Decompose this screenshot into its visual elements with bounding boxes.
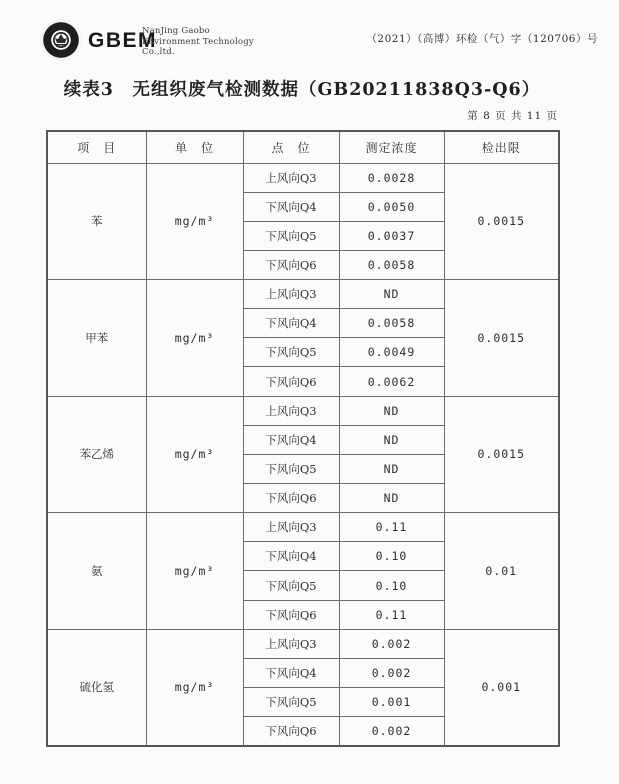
point-cell: 下风向Q5 (243, 338, 339, 367)
limit-cell: 0.0015 (444, 396, 559, 513)
table-row (47, 396, 559, 425)
unit-cell: mg/m³ (146, 280, 243, 397)
item-cell: 苯乙烯 (47, 396, 146, 513)
table-group-hydrogen-sulfide (47, 629, 559, 746)
document-number: （2021）（高博）环检（气）字（120706）号 (366, 33, 598, 45)
point-cell: 下风向Q6 (243, 484, 339, 513)
unit-cell: mg/m³ (146, 629, 243, 746)
value-cell: 0.10 (339, 542, 444, 571)
point-cell: 下风向Q4 (243, 658, 339, 687)
value-cell: ND (339, 484, 444, 513)
point-cell: 下风向Q4 (243, 192, 339, 221)
table-row (47, 280, 559, 309)
page-number: 第 8 页 共 11 页 (467, 110, 558, 122)
logo-text: GBEM (88, 29, 157, 52)
company-name-line: Environment Technology (142, 36, 254, 47)
value-cell: 0.002 (339, 629, 444, 658)
point-cell: 下风向Q5 (243, 221, 339, 250)
point-cell: 下风向Q6 (243, 600, 339, 629)
point-cell: 下风向Q4 (243, 425, 339, 454)
value-cell: ND (339, 454, 444, 483)
header-detection-limit: 检出限 (444, 131, 559, 163)
value-cell: 0.11 (339, 600, 444, 629)
limit-cell: 0.001 (444, 629, 559, 746)
point-cell: 下风向Q4 (243, 309, 339, 338)
point-cell: 上风向Q3 (243, 396, 339, 425)
value-cell: 0.0037 (339, 221, 444, 250)
point-cell: 下风向Q4 (243, 542, 339, 571)
value-cell: 0.0058 (339, 309, 444, 338)
header-point: 点 位 (243, 131, 339, 163)
value-cell: ND (339, 425, 444, 454)
value-cell: ND (339, 396, 444, 425)
header-unit: 单 位 (146, 131, 243, 163)
item-cell: 甲苯 (47, 280, 146, 397)
point-cell: 下风向Q6 (243, 717, 339, 746)
value-cell: 0.001 (339, 688, 444, 717)
value-cell: 0.11 (339, 513, 444, 542)
value-cell: 0.002 (339, 717, 444, 746)
point-cell: 上风向Q3 (243, 513, 339, 542)
limit-cell: 0.0015 (444, 280, 559, 397)
point-cell: 上风向Q3 (243, 629, 339, 658)
value-cell: 0.0058 (339, 250, 444, 279)
value-cell: 0.002 (339, 658, 444, 687)
point-cell: 上风向Q3 (243, 163, 339, 192)
point-cell: 下风向Q5 (243, 571, 339, 600)
unit-cell: mg/m³ (146, 396, 243, 513)
point-cell: 下风向Q5 (243, 688, 339, 717)
unit-cell: mg/m³ (146, 513, 243, 630)
table-header-row (47, 131, 559, 163)
table-row (47, 629, 559, 658)
header-item: 项 目 (47, 131, 146, 163)
point-cell: 下风向Q6 (243, 367, 339, 396)
header-concentration: 测定浓度 (339, 131, 444, 163)
limit-cell: 0.01 (444, 513, 559, 630)
seal-emblem-icon (53, 32, 69, 48)
value-cell: 0.0062 (339, 367, 444, 396)
company-seal-icon (40, 19, 82, 61)
item-cell: 苯 (47, 163, 146, 280)
unit-cell: mg/m³ (146, 163, 243, 280)
value-cell: 0.0028 (339, 163, 444, 192)
measurement-table (46, 130, 560, 747)
table-group-ammonia (47, 513, 559, 630)
value-cell: 0.0049 (339, 338, 444, 367)
value-cell: 0.0050 (339, 192, 444, 221)
table-row (47, 513, 559, 542)
company-name-line: Co.,ltd. (142, 47, 175, 57)
company-name-line: NanJing Gaobo (142, 26, 210, 36)
table-group-styrene (47, 396, 559, 513)
table-group-toluene (47, 280, 559, 397)
point-cell: 下风向Q6 (243, 250, 339, 279)
table-row (47, 163, 559, 192)
table-group-benzene (47, 163, 559, 280)
point-cell: 下风向Q5 (243, 454, 339, 483)
value-cell: ND (339, 280, 444, 309)
limit-cell: 0.0015 (444, 163, 559, 280)
item-cell: 硫化氢 (47, 629, 146, 746)
value-cell: 0.10 (339, 571, 444, 600)
company-name (142, 26, 254, 58)
item-cell: 氨 (47, 513, 146, 630)
page-title: 续表3 无组织废气检测数据（GB20211838Q3-Q6） (63, 80, 541, 100)
point-cell: 上风向Q3 (243, 280, 339, 309)
